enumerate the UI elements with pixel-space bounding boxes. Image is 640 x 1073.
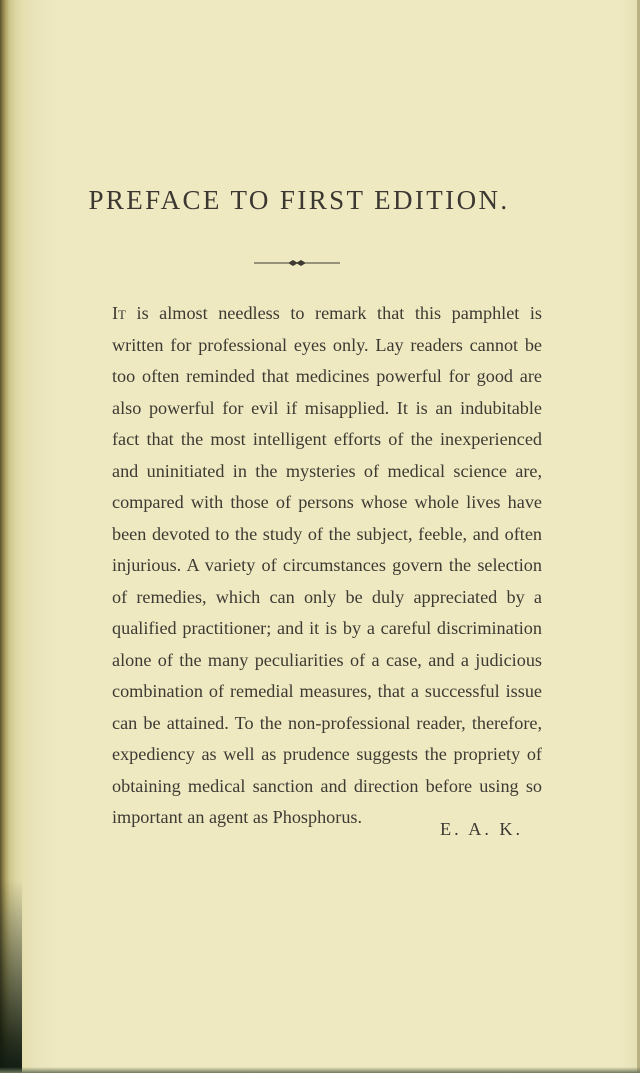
paragraph-lead-word: It [112, 303, 126, 323]
ornament-divider [254, 256, 340, 270]
page-binding-dark-edge [0, 880, 22, 1073]
author-initials: E. A. K. [440, 819, 524, 839]
paragraph-text: is almost needless to remark that this pamphlet is written for professional eyes only. Lay readers cannot be too often reminded that medicines powerful for good are also powerful for evil if misapplied. It is an indubitable fact that the most intelligent efforts of the inexperienced and uninitiated in the mysteries of medical science are, compared with those of persons whose whole lives have been devoted to the study of the subject, feeble, and often injurious. A variety of circumstances govern the selection of remedies, which can only be duly appreciated by a qualified practitioner; and it is by a careful discrimination alone of the many peculiarities of a case, and a judicious combination of remedial measures, that a successful issue can be attained. To the non-professional reader, therefore, expediency as well as prudence suggests the propriety of obtaining medical sanction and direction before using so important an agent as Phosphorus. [112, 303, 542, 827]
page-bottom-edge [0, 1067, 640, 1073]
preface-paragraph [112, 298, 542, 834]
page-title: PREFACE TO FIRST EDITION. [88, 185, 510, 215]
